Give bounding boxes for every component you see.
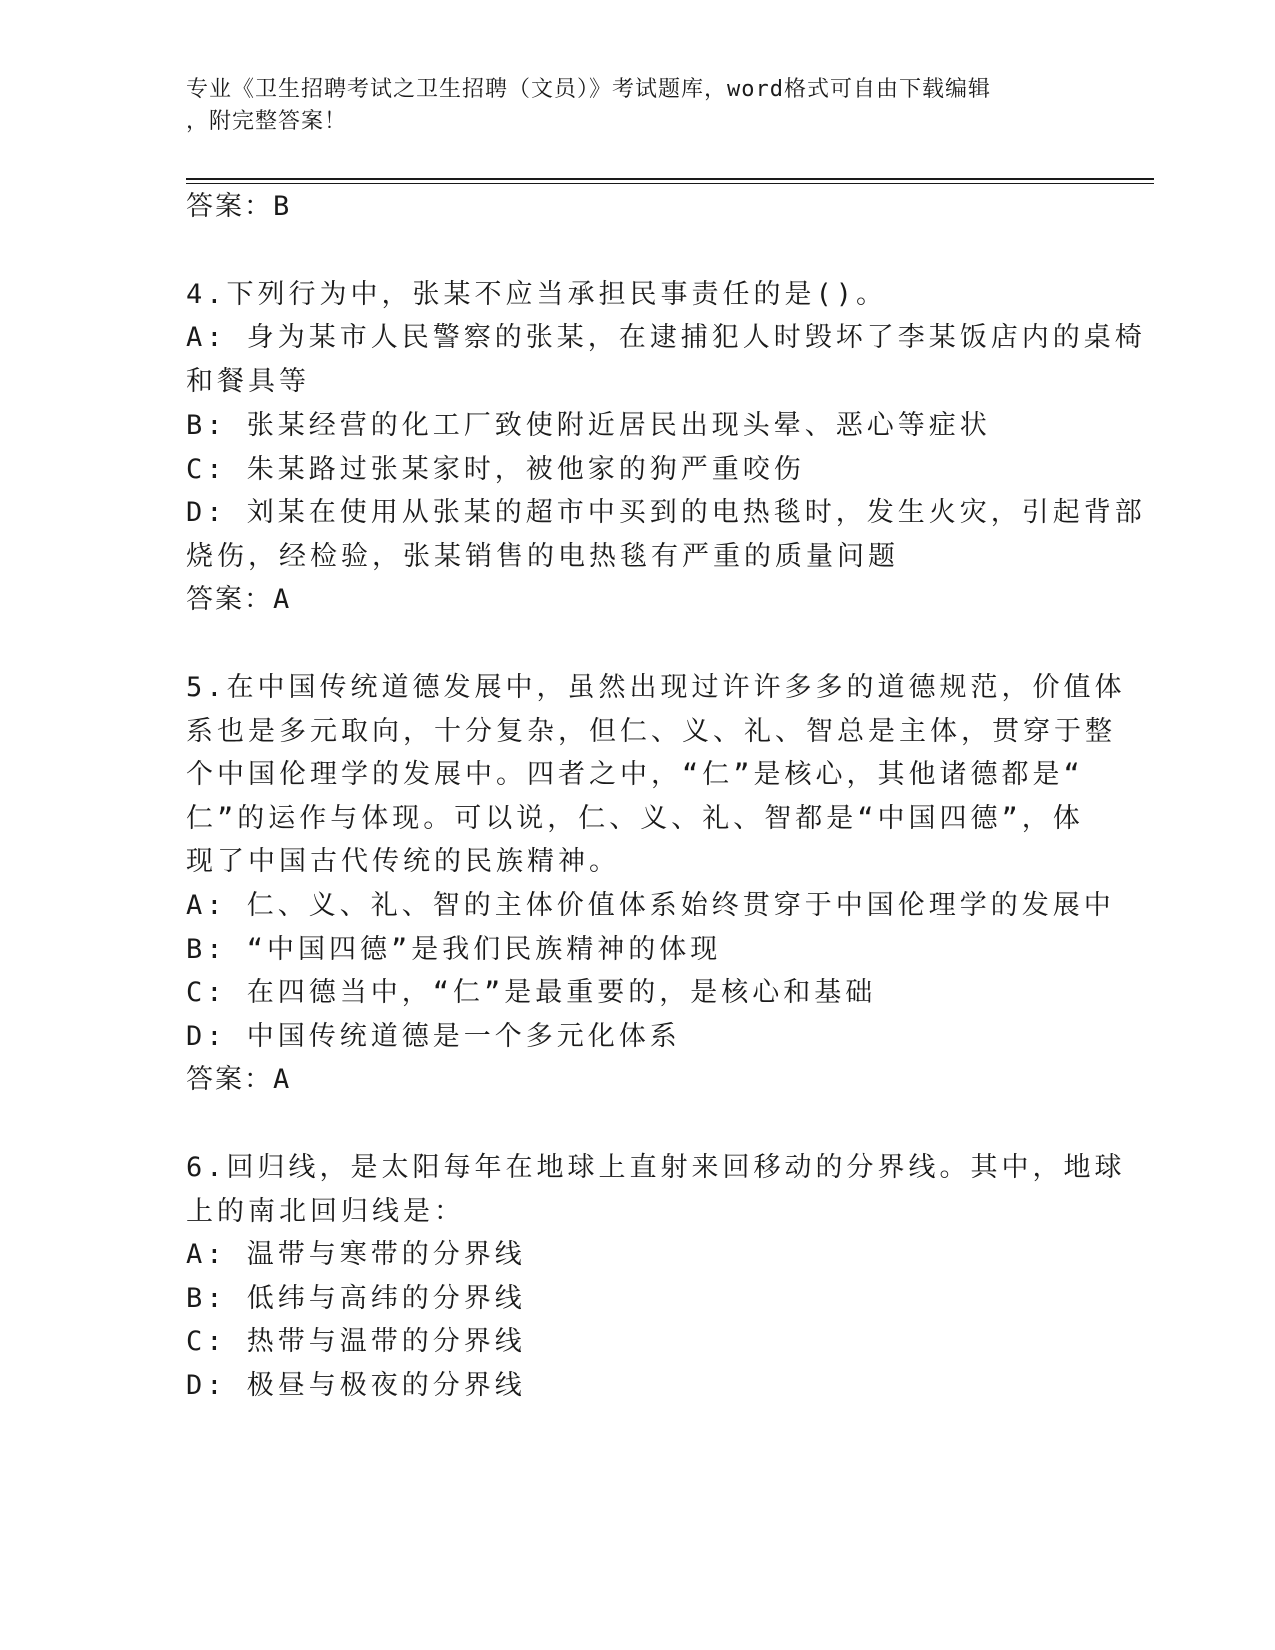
header-divider-thin xyxy=(186,183,1154,184)
header-line-2: ，附完整答案！ xyxy=(186,109,348,134)
previous-answer: 答案：B xyxy=(186,191,292,222)
q5-stem-line-4: 仁”的运作与体现。可以说，仁、义、礼、智都是“中国四德”，体 xyxy=(186,803,1084,834)
q4-option-a-line-2: 和餐具等 xyxy=(186,366,310,397)
q4-option-a-line-1: A: 身为某市人民警察的张某，在逮捕犯人时毁坏了李某饭店内的桌椅 xyxy=(186,322,1146,353)
q5-stem-line-5: 现了中国古代传统的民族精神。 xyxy=(186,846,620,877)
q4-option-c: C: 朱某路过张某家时，被他家的狗严重咬伤 xyxy=(186,454,805,485)
q4-option-d-line-2: 烧伤，经检验，张某销售的电热毯有严重的质量问题 xyxy=(186,541,899,572)
q5-option-d: D: 中国传统道德是一个多元化体系 xyxy=(186,1021,681,1052)
header-divider-thick xyxy=(186,178,1154,180)
document-header xyxy=(186,74,1086,138)
header-line-1: 专业《卫生招聘考试之卫生招聘（文员）》考试题库，word格式可自由下载编辑 xyxy=(186,77,991,102)
q5-option-a: A: 仁、义、礼、智的主体价值体系始终贯穿于中国伦理学的发展中 xyxy=(186,890,1115,921)
q5-stem-line-1: 5.在中国传统道德发展中，虽然出现过许许多多的道德规范，价值体 xyxy=(186,672,1126,703)
q4-option-b: B: 张某经营的化工厂致使附近居民出现头晕、恶心等症状 xyxy=(186,410,991,441)
q6-option-b: B: 低纬与高纬的分界线 xyxy=(186,1283,526,1314)
q5-option-c: C: 在四德当中，“仁”是最重要的，是核心和基础 xyxy=(186,977,877,1008)
q4-stem-line-1: 4.下列行为中，张某不应当承担民事责任的是()。 xyxy=(186,279,888,310)
q6-option-a: A: 温带与寒带的分界线 xyxy=(186,1239,526,1270)
q5-stem-line-3: 个中国伦理学的发展中。四者之中，“仁”是核心，其他诸德都是“ xyxy=(186,759,1084,790)
q5-option-b: B: “中国四德”是我们民族精神的体现 xyxy=(186,934,722,965)
q6-stem-line-1: 6.回归线，是太阳每年在地球上直射来回移动的分界线。其中，地球 xyxy=(186,1152,1126,1183)
q4-answer: 答案：A xyxy=(186,584,292,615)
q6-option-d: D: 极昼与极夜的分界线 xyxy=(186,1370,526,1401)
q5-stem-line-2: 系也是多元取向，十分复杂，但仁、义、礼、智总是主体，贯穿于整 xyxy=(186,716,1116,747)
q6-option-c: C: 热带与温带的分界线 xyxy=(186,1326,526,1357)
q5-answer: 答案：A xyxy=(186,1064,292,1095)
q4-option-d-line-1: D: 刘某在使用从张某的超市中买到的电热毯时，发生火灾，引起背部 xyxy=(186,497,1146,528)
q6-stem-line-2: 上的南北回归线是： xyxy=(186,1196,465,1227)
